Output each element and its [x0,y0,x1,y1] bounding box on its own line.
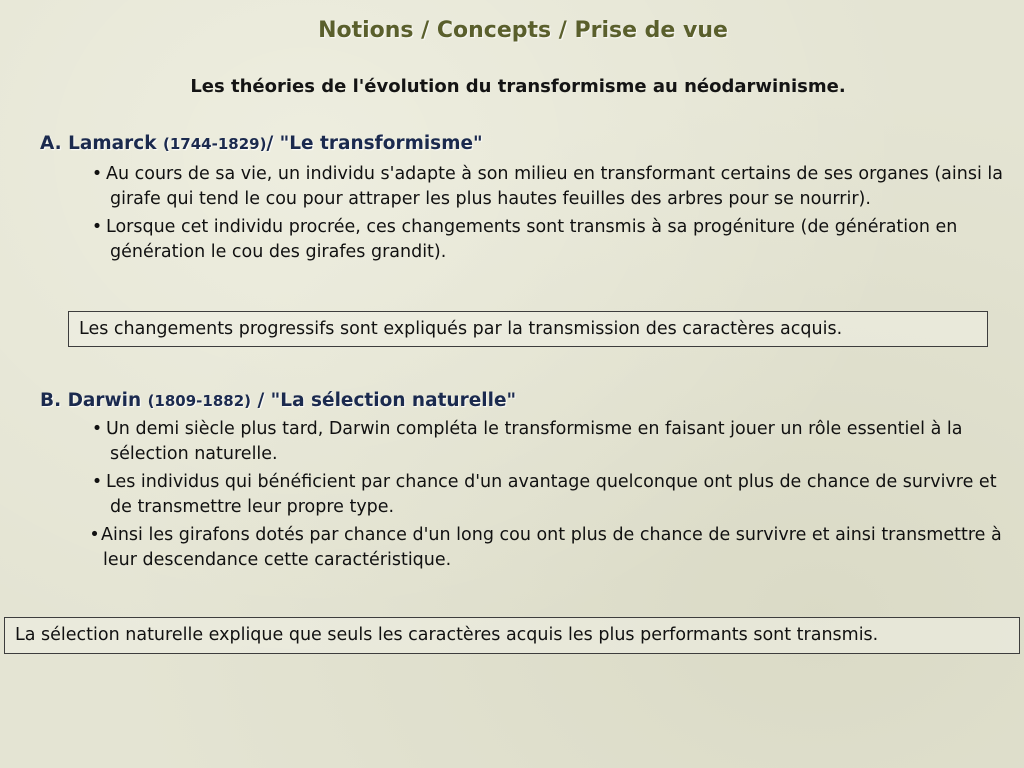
slide-subtitle: Les théories de l'évolution du transformisme au néodarwinisme. [190,76,846,97]
section-b-callout [4,617,1020,654]
bullet-icon: • [91,164,103,184]
section-a-callout [68,311,988,347]
section-a-bullet-list [88,162,1003,268]
section-b-dates: (1809-1882) [147,392,252,410]
section-b-topic: / "La sélection naturelle" [251,390,517,411]
bullet-text: Au cours de sa vie, un individu s'adapte à son milieu en transformant certains de ses organes (ainsi la girafe qui tend le cou pour attraper les plus hautes feuilles des arbres pour se nourrir). [106,164,1003,209]
bullet-text: Un demi siècle plus tard, Darwin compléta le transformisme en faisant jouer un rôle essentiel à la sélection naturelle. [106,419,963,464]
list-item [88,523,1013,573]
bullet-icon: • [91,472,103,492]
section-b-bullet-list [88,417,1013,576]
bullet-text: Lorsque cet individu procrée, ces changements sont transmis à sa progéniture (de génération en génération le cou des girafes grandit). [106,217,958,262]
section-a-topic: / "Le transformisme" [266,133,483,154]
list-item [88,162,1003,212]
callout-text: La sélection naturelle explique que seuls les caractères acquis les plus performants sont transmis. [15,625,879,645]
section-b-name: B. Darwin [40,390,148,411]
section-b-heading [40,390,516,411]
list-item [88,215,1003,265]
bullet-text: Ainsi les girafons dotés par chance d'un long cou ont plus de chance de survivre et ainsi transmettre à leur descendance cette caractéristique. [101,525,1002,570]
section-a-heading [40,133,483,154]
bullet-icon: • [89,525,100,545]
bullet-icon: • [91,419,103,439]
slide-title: Notions / Concepts / Prise de vue [318,18,728,43]
bullet-text: Les individus qui bénéficient par chance d'un avantage quelconque ont plus de chance de survivre et de transmettre leur propre type. [106,472,997,517]
section-a-name: A. Lamarck [40,133,163,154]
list-item [88,417,1013,467]
list-item [88,470,1013,520]
bullet-icon: • [91,217,103,237]
section-a-dates: (1744-1829) [163,135,267,153]
callout-text: Les changements progressifs sont expliqués par la transmission des caractères acquis. [79,319,843,339]
